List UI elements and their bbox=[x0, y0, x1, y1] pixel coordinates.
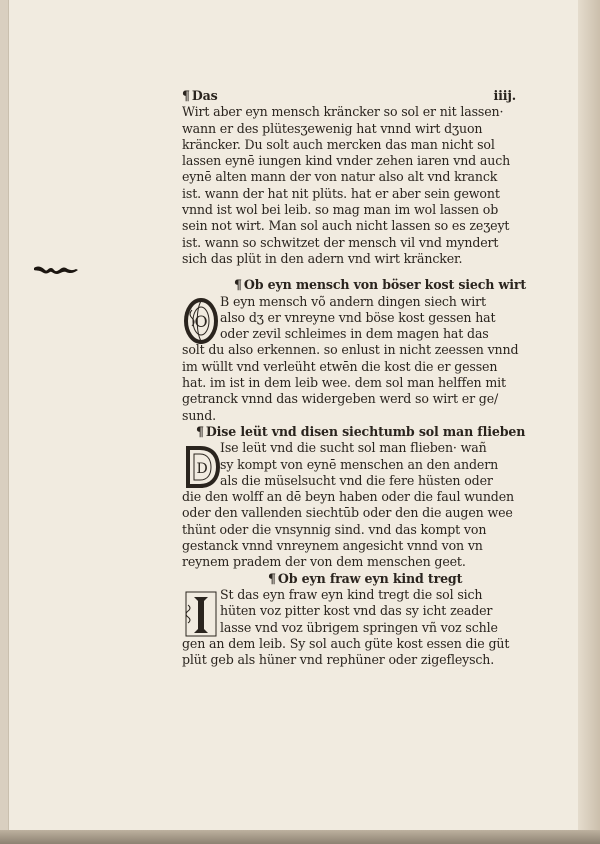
page-shadow bbox=[0, 830, 600, 844]
text-line: vnnd ist wol bei leib. so mag man im wol lassen ob bbox=[182, 202, 499, 218]
text-line: B eyn mensch võ andern dingen siech wirt bbox=[220, 293, 486, 309]
text-line: solt du also erkennen. so enlust in nicht zeessen vnnd bbox=[182, 342, 519, 358]
text-line: die den wolff an dē beyn haben oder die faul wunden bbox=[182, 489, 514, 505]
paragraph-mark-icon: ¶ bbox=[268, 570, 276, 586]
text-line: kräncker. Du solt auch mercken das man nicht sol bbox=[182, 136, 495, 152]
text-line: oder zevil schleimes in dem magen hat das bbox=[220, 326, 489, 342]
paragraph-mark-icon: ¶ bbox=[196, 423, 204, 439]
text-line: Ise leüt vnd die sucht sol man flieben· wañ bbox=[220, 440, 487, 456]
text-line: reynem pradem der von dem menschen geet. bbox=[182, 554, 466, 570]
section-2 bbox=[182, 294, 524, 424]
text-line: ist. wann so schwitzet der mensch vil vnd myndert bbox=[182, 234, 499, 250]
text-line: lassen eynē iungen kind vnder zehen iaren vnd auch bbox=[182, 153, 511, 169]
paragraph-mark-icon: ¶ bbox=[234, 277, 242, 293]
text-line: hüten voz pitter kost vnd das sy icht zeader bbox=[220, 603, 493, 619]
ink-blot-mark bbox=[32, 262, 80, 278]
text-line: sund. bbox=[182, 407, 216, 423]
folio-number: iiij. bbox=[493, 88, 516, 103]
text-line: oder den vallenden siechtūb oder den die augen wee bbox=[182, 505, 513, 521]
section-heading: ¶ Ob eyn fraw eyn kind tregt bbox=[268, 570, 463, 586]
text-line: sein not wirt. Man sol auch nicht lassen so es zeʒeyt bbox=[182, 218, 510, 234]
paragraph-mark-icon: ¶ bbox=[182, 88, 190, 103]
text-line: sich das plüt in den adern vnd wirt kräncker. bbox=[182, 250, 463, 266]
text-line: St das eyn fraw eyn kind tregt die sol sich bbox=[220, 586, 483, 602]
text-line: sy kompt von eynē menschen an den andern bbox=[220, 456, 499, 472]
section-4 bbox=[182, 587, 524, 668]
decorated-initial-d-icon bbox=[182, 442, 220, 492]
section-heading: ¶ Ob eyn mensch von böser kost siech wirt bbox=[234, 277, 527, 293]
text-line: ist. wann der hat nit plüts. hat er aber sein gewont bbox=[182, 185, 500, 201]
text-line: im wüllt vnd verleüht etwēn die kost die er gessen bbox=[182, 358, 498, 374]
text-line: als die müselsucht vnd die fere hüsten oder bbox=[220, 472, 493, 488]
section-1 bbox=[182, 104, 524, 267]
text-line: lasse vnd voz übrigem springen vñ voz schle bbox=[220, 619, 498, 635]
text-line: also dʒ er vnreyne vnd böse kost gessen hat bbox=[220, 309, 496, 325]
opening-rubric: Das bbox=[191, 88, 218, 103]
section-heading: ¶ Dise leüt vnd disen siechtumb sol man flieben bbox=[196, 423, 526, 439]
initial-letter: I bbox=[201, 618, 202, 620]
initial-letter: D bbox=[196, 461, 208, 478]
text-line: gestanck vnnd vnreynem angesicht vnnd von vn bbox=[182, 538, 483, 554]
text-line: thünt oder die vnsynnig sind. vnd das kompt von bbox=[182, 521, 487, 537]
page-edge bbox=[578, 0, 600, 844]
initial-letter: O bbox=[194, 311, 208, 331]
decorated-initial-o-icon bbox=[182, 296, 220, 346]
text-line: gen an dem leib. Sy sol auch güte kost essen die güt bbox=[182, 635, 510, 651]
text-line: getranck vnnd das widergeben werd so wirt er ge/ bbox=[182, 391, 499, 407]
title-line bbox=[182, 88, 524, 104]
text-line: wann er des plütesʒewenig hat vnnd wirt dʒuon bbox=[182, 120, 483, 136]
decorated-initial-i-icon bbox=[182, 589, 220, 639]
text-line: plüt geb als hüner vnd rephüner oder zigefleysch. bbox=[182, 652, 495, 668]
text-line: eynē alten mann der von natur also alt vnd kranck bbox=[182, 169, 498, 185]
text-column bbox=[182, 88, 527, 668]
text-line: Wirt aber eyn mensch kräncker so sol er nit lassen· bbox=[182, 104, 504, 120]
section-3 bbox=[182, 440, 524, 570]
text-line: hat. im ist in dem leib wee. dem sol man helffen mit bbox=[182, 375, 506, 391]
